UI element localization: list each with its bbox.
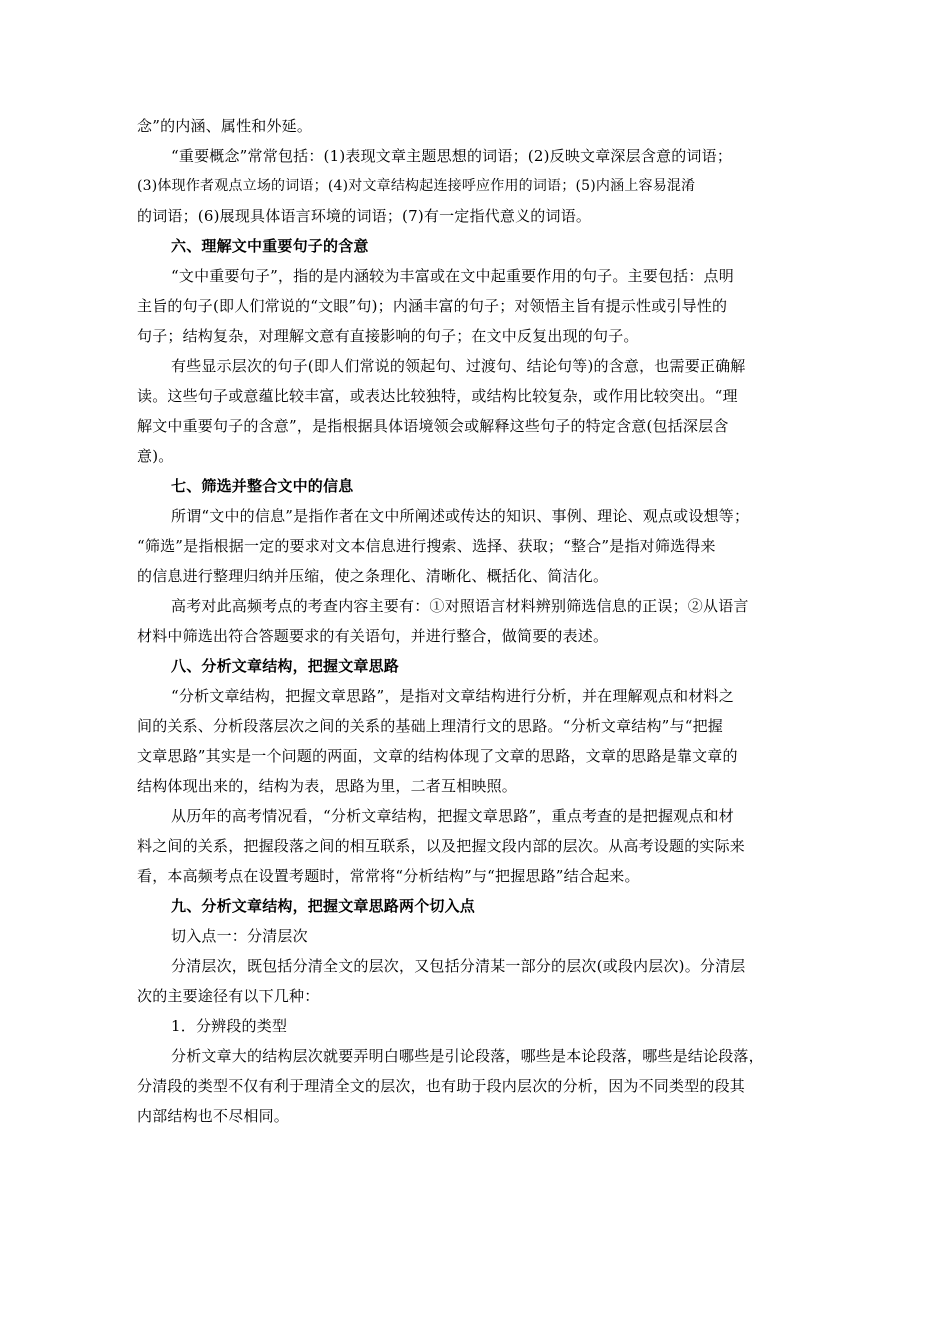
- text-line: 有些显示层次的句子(即人们常说的领起句、过渡句、结论句等)的含意，也需要正确解: [171, 357, 746, 375]
- text-line: 分清段的类型不仅有利于理清全文的层次，也有助于段内层次的分析，因为不同类型的段其: [137, 1077, 746, 1095]
- text-line: 读。这些句子或意蕴比较丰富，或表达比较独特，或结构比较复杂，或作用比较突出。“理: [137, 387, 738, 405]
- text-line: “文中重要句子”，指的是内涵较为丰富或在文中起重要作用的句子。主要包括：点明: [171, 267, 734, 285]
- section-heading: 六、理解文中重要句子的含意: [171, 237, 369, 255]
- section-heading: 八、分析文章结构，把握文章思路: [171, 657, 400, 675]
- document-page: [137, 111, 817, 1131]
- text-line: 看，本高频考点在设置考题时，常常将“分析结构”与“把握思路”结合起来。: [137, 867, 640, 885]
- text-line: 的信息进行整理归纳并压缩，使之条理化、清晰化、概括化、简洁化。: [137, 567, 609, 585]
- text-line: 意)。: [137, 447, 174, 465]
- text-line: 高考对此高频考点的考查内容主要有：①对照语言材料辨别筛选信息的正误；②从语言: [171, 597, 749, 615]
- text-line: 内部结构也不尽相同。: [137, 1107, 290, 1125]
- text-line: 分清层次，既包括分清全文的层次，又包括分清某一部分的层次(或段内层次)。分清层: [171, 957, 746, 975]
- text-line: “重要概念”常常包括：(1)表现文章主题思想的词语；(2)反映文章深层含意的词语；: [171, 147, 733, 165]
- text-line: 主旨的句子(即人们常说的“文眼”句)；内涵丰富的句子；对领悟主旨有提示性或引导性的: [137, 297, 728, 315]
- text-line: 解文中重要句子的含意”，是指根据具体语境领会或解释这些句子的特定含意(包括深层含: [137, 417, 729, 435]
- text-line: 材料中筛选出符合答题要求的有关语句，并进行整合，做简要的表述。: [137, 627, 609, 645]
- text-line: 结构体现出来的，结构为表，思路为里，二者互相映照。: [137, 777, 518, 795]
- text-line: 从历年的高考情况看，“分析文章结构，把握文章思路”，重点考查的是把握观点和材: [171, 807, 734, 825]
- text-line: 料之间的关系，把握段落之间的相互联系，以及把握文段内部的层次。从高考设题的实际来: [137, 837, 746, 855]
- text-line: 分析文章大的结构层次就要弄明白哪些是引论段落，哪些是本论段落，哪些是结论段落，: [171, 1047, 764, 1065]
- text-line: (3)体现作者观点立场的词语；(4)对文章结构起连接呼应作用的词语；(5)内涵上容易混淆: [137, 178, 696, 194]
- text-line: 的词语；(6)展现具体语言环境的词语；(7)有一定指代意义的词语。: [137, 207, 592, 225]
- text-line: 文章思路”其实是一个问题的两面，文章的结构体现了文章的思路，文章的思路是靠文章的: [137, 747, 738, 765]
- subheading-line: 1．分辨段的类型: [171, 1017, 288, 1035]
- section-heading: 九、分析文章结构，把握文章思路两个切入点: [171, 897, 476, 915]
- text-line: 次的主要途径有以下几种：: [137, 987, 320, 1005]
- text-line: 所谓“文中的信息”是指作者在文中所阐述或传达的知识、事例、理论、观点或设想等；: [171, 507, 750, 525]
- text-line: “筛选”是指根据一定的要求对文本信息进行搜索、选择、获取；“整合”是指对筛选得来: [137, 537, 716, 555]
- text-line: 句子；结构复杂，对理解文意有直接影响的句子；在文中反复出现的句子。: [137, 327, 639, 345]
- subheading-line: 切入点一：分清层次: [171, 927, 308, 945]
- section-heading: 七、筛选并整合文中的信息: [171, 477, 354, 495]
- text-line: “分析文章结构，把握文章思路”，是指对文章结构进行分析，并在理解观点和材料之: [171, 687, 734, 705]
- text-line: 间的关系、分析段落层次之间的关系的基础上理清行文的思路。“分析文章结构”与“把握: [137, 717, 724, 735]
- text-line: 念”的内涵、属性和外延。: [137, 117, 313, 135]
